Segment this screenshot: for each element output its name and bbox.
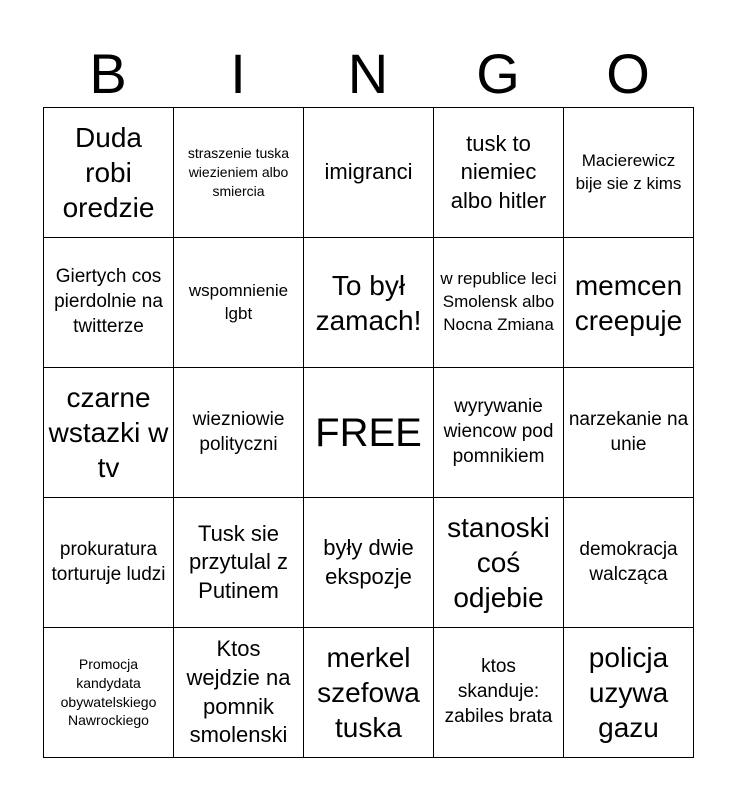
bingo-cell[interactable]: wyrywanie wiencow pod pomnikiem (434, 368, 564, 498)
board-row (44, 368, 694, 498)
bingo-cell[interactable]: prokuratura torturuje ludzi (44, 498, 174, 628)
bingo-cell[interactable]: demokracja walcząca (564, 498, 694, 628)
bingo-cell[interactable]: wspomnienie lgbt (174, 238, 304, 368)
bingo-cell[interactable]: Giertych cos pierdolnie na twitterze (44, 238, 174, 368)
header-letter-o: O (606, 42, 650, 105)
bingo-cell[interactable]: straszenie tuska wiezieniem albo smiercia (174, 108, 304, 238)
bingo-cell[interactable]: były dwie ekspozje (304, 498, 434, 628)
header-letter-n: N (347, 42, 389, 105)
bingo-board (43, 107, 694, 758)
bingo-cell[interactable]: Promocja kandydata obywatelskiego Nawrockiego (44, 628, 174, 758)
bingo-cell[interactable]: stanoski coś odjebie (434, 498, 564, 628)
bingo-cell[interactable]: czarne wstazki w tv (44, 368, 174, 498)
bingo-cell[interactable]: w republice leci Smolensk albo Nocna Zmiana (434, 238, 564, 368)
bingo-cell[interactable]: policja uzywa gazu (564, 628, 694, 758)
bingo-cell[interactable]: Duda robi oredzie (44, 108, 174, 238)
bingo-cell[interactable]: imigranci (304, 108, 434, 238)
board-row (44, 108, 694, 238)
bingo-cell[interactable]: Ktos wejdzie na pomnik smolenski (174, 628, 304, 758)
board-row (44, 498, 694, 628)
bingo-header (43, 40, 693, 108)
bingo-cell[interactable]: ktos skanduje: zabiles brata (434, 628, 564, 758)
free-space-cell[interactable]: FREE (304, 368, 434, 498)
board-row (44, 238, 694, 368)
board-row (44, 628, 694, 758)
bingo-cell[interactable]: Tusk sie przytulal z Putinem (174, 498, 304, 628)
bingo-cell[interactable]: Macierewicz bije sie z kims (564, 108, 694, 238)
bingo-cell[interactable]: tusk to niemiec albo hitler (434, 108, 564, 238)
header-letter-i: I (230, 42, 246, 105)
bingo-cell[interactable]: wiezniowie polityczni (174, 368, 304, 498)
header-letter-g: G (476, 42, 520, 105)
bingo-cell[interactable]: memcen creepuje (564, 238, 694, 368)
header-letter-b: B (89, 42, 127, 105)
bingo-cell[interactable]: merkel szefowa tuska (304, 628, 434, 758)
bingo-cell[interactable]: To był zamach! (304, 238, 434, 368)
bingo-cell[interactable]: narzekanie na unie (564, 368, 694, 498)
